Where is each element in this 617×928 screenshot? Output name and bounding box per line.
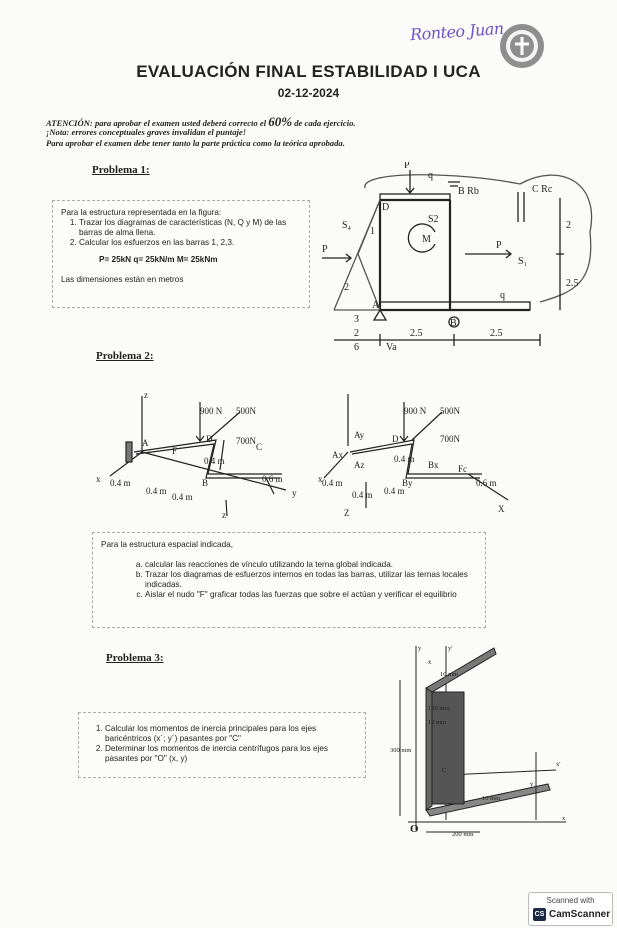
problem3-item-1: 1. Calcular los momentos de inercia principales para los ejes baricéntricos (x´; y´) pasantes por "C" <box>105 724 357 744</box>
fig3-t10-mid: 10 mm <box>428 719 447 726</box>
fig2b-Az: Az <box>354 460 365 470</box>
fig3-O: O <box>410 823 419 835</box>
fig2a-C: C <box>256 442 263 452</box>
note-approval: Para aprobar el examen debe tener tanto la parte práctica como la teórica aprobada. <box>46 138 345 148</box>
problem1-item-2: 2. Calcular los esfuerzos en las barras 1, 2,3. <box>79 238 307 248</box>
fig2b-700: 700N <box>440 434 460 444</box>
fig2b-Bx: Bx <box>428 460 439 470</box>
fig2b-Ax: Ax <box>332 450 343 460</box>
fig2a-B: B <box>202 478 209 488</box>
problem2-item-c: c. Aislar el nudo "F" graficar todas las fuerzas que sobre el actúan y verificar el equilibrio <box>145 590 477 600</box>
problem3-section-figure <box>386 640 572 840</box>
fig3-x: x <box>562 815 566 822</box>
fig2b-04-bottom: 0.4 m <box>384 486 405 496</box>
fig2b-04-left: 0.4 m <box>322 478 343 488</box>
fig1-S4: S₄ <box>342 220 352 231</box>
fig1-bar2: 2 <box>344 282 349 293</box>
fig1-A: A <box>372 300 380 311</box>
problem1-structure-figure <box>310 162 600 354</box>
fig2a-04-bottom: 0.4 m <box>172 492 193 502</box>
fig3-C: C <box>442 767 447 774</box>
note-errors: ¡Nota: errores conceptuales graves invalidan el puntaje! <box>46 127 247 137</box>
exam-title: EVALUACIÓN FINAL ESTABILIDAD I UCA <box>136 62 481 81</box>
fig2a-900: 900 N <box>200 406 223 416</box>
problem1-data: P= 25kN q= 25kN/m M= 25kNm <box>99 255 218 264</box>
fig2b-Ay: Ay <box>354 430 365 440</box>
fig1-P-top: P <box>404 162 410 171</box>
fig1-B-Rb: B Rb <box>458 186 479 197</box>
problem1-statement-box <box>52 200 310 308</box>
problem2-intro: Para la estructura espacial indicada, <box>101 540 233 549</box>
fig1-S1: S₁ <box>518 256 528 267</box>
student-name-handwritten: Ronteo Juan <box>409 18 505 45</box>
fig2a-A: A <box>142 438 149 448</box>
fig3-y-bar: ȳ <box>530 781 534 788</box>
fig1-D: D <box>382 202 390 213</box>
fig2a-04-left: 0.4 m <box>110 478 131 488</box>
note-attention-pct: 60% <box>268 114 293 129</box>
fig2a-500: 500N <box>236 406 256 416</box>
fig1-d2: 2.5 <box>410 328 423 339</box>
fig1-d1: 2 <box>354 328 359 339</box>
fig1-bar3: 3 <box>354 314 359 325</box>
fig2a-06: 0.6 m <box>262 474 283 484</box>
fig2b-04-mid: 0.4 m <box>394 454 415 464</box>
fig1-d4: 2 <box>566 220 571 231</box>
fig3-h300: 300 mm <box>390 747 412 754</box>
fig2b-X-hand: X <box>498 504 505 514</box>
fig1-M: M <box>422 234 431 245</box>
fig2b-Fc: Fc <box>458 464 467 474</box>
problem1-item-1: 1. Trazar los diagramas de características (N, Q y M) de las barras de alma llena. <box>79 218 307 238</box>
fig2a-700: 700N <box>236 436 256 446</box>
fig2a-F: F <box>172 446 178 456</box>
fig3-t10-top: 10 mm <box>440 671 459 678</box>
camscanner-brand: CamScanner <box>549 909 611 920</box>
camscanner-badge <box>528 892 613 926</box>
scanned-with-label: Scanned with <box>546 896 595 905</box>
fig3-x-prime: x' <box>556 761 561 768</box>
fig2a-04-low: 0.4 m <box>146 486 167 496</box>
fig2a-y-global: y <box>292 488 297 498</box>
fig1-d5: 2.5 <box>566 278 579 289</box>
fig2a-z-hand: z <box>222 510 226 520</box>
fig1-d3: 2.5 <box>490 328 503 339</box>
fig2b-By: By <box>402 478 413 488</box>
problem1-dims: Las dimensiones están en metros <box>61 275 184 284</box>
problem1-heading: Problema 1: <box>92 164 150 176</box>
fig1-P-left: P <box>322 244 328 255</box>
fig2a-04-mid: 0.4 m <box>204 456 225 466</box>
fig2b-Z-hand: Z <box>344 508 350 518</box>
fig2a-x-global: x <box>96 474 101 484</box>
fig1-bar1: 1 <box>370 226 375 237</box>
fig3-x-bar: x̄ <box>428 659 432 666</box>
problem2-item-b: b. Trazar los diagramas de esfuerzos internos en todas las barras, utilizar las ternas locales indicadas. <box>145 570 477 590</box>
fig3-y: y <box>418 645 422 652</box>
fig3-t10-bottom: 10 mm <box>482 795 501 802</box>
problem2-item-a: a. calcular las reacciones de vínculo utilizando la terna global indicada. <box>145 560 477 570</box>
fig1-q-top: q <box>428 170 433 181</box>
problem2-right-figure <box>318 390 514 520</box>
fig1-Va: Va <box>386 342 397 353</box>
fig1-C-Rc: C Rc <box>532 184 553 195</box>
fig3-y-prime: y' <box>448 645 453 652</box>
fig1-S2: S2 <box>428 214 439 225</box>
fig2b-06: 0.6 m <box>476 478 497 488</box>
problem2-left-figure <box>96 390 306 520</box>
problem3-heading: Problema 3: <box>106 652 164 664</box>
fig3-w200: 200 mm <box>452 831 474 838</box>
note-attention-pre: ATENCIÓN: para aprobar el examen usted deberá correcto el <box>46 118 267 128</box>
problem1-intro: Para la estructura representada en la figura: <box>61 208 222 217</box>
problem2-statement-box <box>92 532 486 628</box>
problem2-heading: Problema 2: <box>96 350 154 362</box>
fig2b-D: D <box>392 434 399 444</box>
fig1-q-bottom: q <box>500 290 505 301</box>
fig1-P-right: P <box>496 240 502 251</box>
fig2a-z-global: z <box>144 390 148 400</box>
fig2a-D: D <box>206 434 213 444</box>
fig2b-900: 900 N <box>404 406 427 416</box>
problem3-statement-box <box>78 712 366 778</box>
problem3-item-2: 2. Determinar los momentos de inercia centrífugos para los ejes pasantes por "O" (x, y) <box>105 744 357 764</box>
camscanner-logo-icon: CS <box>533 908 546 921</box>
fig2b-x: x <box>318 474 323 484</box>
fig3-w100: 100 mm <box>428 705 450 712</box>
note-attention-post: de cada ejercicio. <box>294 118 356 128</box>
fig2b-04-low: 0.4 m <box>352 490 373 500</box>
fig1-B: B <box>450 318 457 329</box>
fig1-dim-total: 6 <box>354 342 359 353</box>
exam-date: 02-12-2024 <box>277 86 340 100</box>
fig2b-500: 500N <box>440 406 460 416</box>
